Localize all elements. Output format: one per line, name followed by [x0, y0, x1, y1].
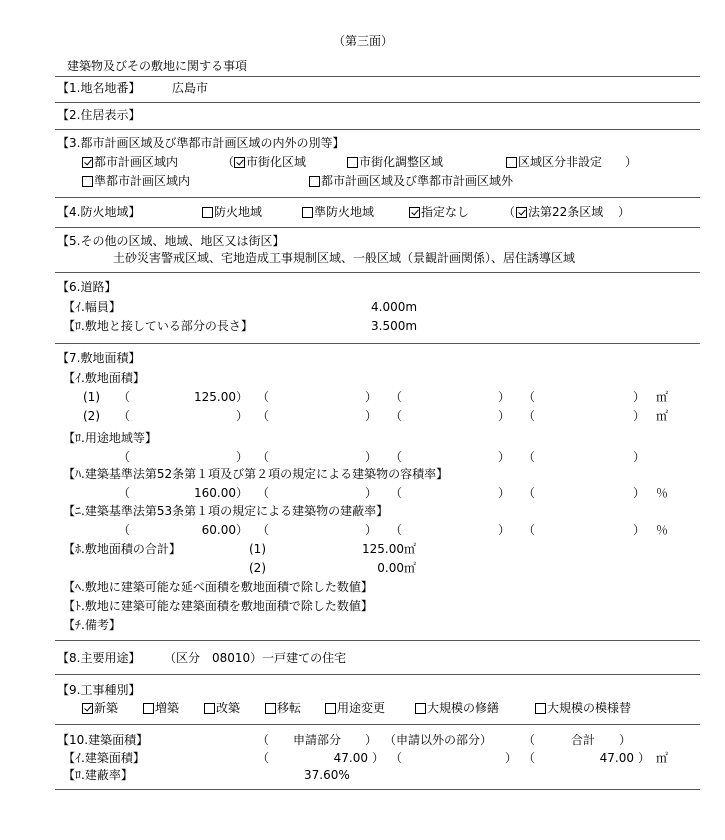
road-contact-label: 【ﾛ.敷地と接している部分の長さ】: [63, 319, 253, 333]
divider: [55, 227, 700, 228]
checkbox-icon[interactable]: [347, 157, 358, 168]
checkbox-icon[interactable]: [516, 207, 527, 218]
rparen: ）: [365, 523, 378, 537]
rparen: ）: [236, 390, 249, 404]
section-2-label: 【2.住居表示】: [57, 108, 141, 122]
coverage-label: 【ﾛ.建蔽率】: [63, 768, 133, 782]
rparen: ）: [236, 409, 249, 423]
building-area-label: 【ｲ.建築面積】: [63, 751, 145, 765]
checkbox-no-division[interactable]: 区域区分非設定: [506, 155, 602, 169]
checkbox-urbanization[interactable]: 市街化区域: [234, 155, 306, 169]
header-application-part: （ 申請部分 ）: [257, 733, 378, 747]
checkbox-icon[interactable]: [82, 703, 93, 714]
checkbox-adjustment[interactable]: 市街化調整区域: [347, 155, 443, 169]
rparen: ）: [633, 486, 646, 500]
paren: （: [222, 155, 235, 169]
lparen: （: [118, 486, 131, 500]
site-area-value-1: 125.00: [194, 390, 236, 404]
divider: [55, 674, 700, 675]
doc-title: 建築物及びその敷地に関する事項: [67, 59, 248, 73]
unit-m2: ㎡: [656, 409, 669, 423]
lparen: （: [118, 450, 131, 464]
coverage-ratio-value: 60.00: [201, 523, 236, 537]
lparen: （: [390, 450, 403, 464]
rparen: ）: [633, 390, 646, 404]
checkbox-icon[interactable]: [309, 176, 320, 187]
road-width-label: 【ｲ.幅員】: [63, 300, 121, 314]
rparen: ）: [365, 409, 378, 423]
checkbox-major-repair[interactable]: 大規模の修繕: [415, 701, 499, 715]
building-area-total: 47.00: [599, 751, 634, 765]
divider: [55, 640, 700, 641]
checkbox-outside[interactable]: 都市計画区域及び準都市計画区域外: [309, 174, 513, 188]
page-header: （第三面）: [333, 34, 394, 48]
lparen: （: [523, 751, 536, 765]
road-width-value: 4.000m: [371, 300, 418, 314]
remarks-label: 【ﾁ.備考】: [63, 618, 121, 632]
unit-percent: ％: [656, 486, 669, 500]
coverage-value: 37.60%: [304, 768, 350, 782]
floor-area-ratio-value: 160.00: [194, 486, 236, 500]
address-value: 広島市: [172, 81, 209, 95]
lparen: （: [257, 523, 270, 537]
checkbox-icon[interactable]: [82, 176, 93, 187]
rparen: ）: [633, 409, 646, 423]
rparen: ）: [633, 450, 646, 464]
divider: [55, 197, 700, 198]
lparen: （: [118, 390, 131, 404]
checkbox-icon[interactable]: [82, 157, 93, 168]
site-area-total-1: 125.00㎡: [362, 542, 416, 556]
checkbox-icon[interactable]: [202, 207, 213, 218]
checkbox-reconstruction[interactable]: 改築: [204, 701, 240, 715]
lparen: （: [390, 751, 403, 765]
lparen: （: [390, 523, 403, 537]
divider: [55, 76, 700, 77]
site-area-total-2: 0.00㎡: [377, 561, 416, 575]
checkbox-semi-fire-zone[interactable]: 準防火地域: [302, 205, 374, 219]
coverage-ratio-label: 【ﾆ.建築基準法第53条第１項の規定による建築物の建蔽率】: [63, 504, 389, 518]
unit-m2: ㎡: [656, 390, 669, 404]
checkbox-icon[interactable]: [506, 157, 517, 168]
checkbox-icon[interactable]: [302, 207, 313, 218]
lparen: （: [390, 486, 403, 500]
checkbox-icon[interactable]: [409, 207, 420, 218]
rparen: ）: [498, 486, 511, 500]
header-total: （ 合計 ）: [523, 733, 632, 747]
divider: [55, 724, 700, 725]
section-9-label: 【9.工事種別】: [57, 683, 141, 697]
lparen: （: [118, 523, 131, 537]
paren: （: [503, 205, 516, 219]
lparen: （: [523, 409, 536, 423]
rparen: ）: [498, 409, 511, 423]
unit-m2: ㎡: [656, 751, 669, 765]
checkbox-fire-zone[interactable]: 防火地域: [202, 205, 262, 219]
rparen: ）: [505, 751, 518, 765]
divider: [55, 129, 700, 130]
section-10-label: 【10.建築面積】: [57, 733, 149, 747]
lparen: （: [523, 390, 536, 404]
lparen: （: [523, 523, 536, 537]
section-5-label: 【5.その他の区域、地域、地区又は街区】: [57, 234, 285, 248]
row-number: (2): [249, 561, 266, 575]
checkbox-new-construction[interactable]: 新築: [82, 701, 118, 715]
divider: [55, 789, 700, 790]
rparen: ）: [633, 523, 646, 537]
row-number: (1): [249, 542, 266, 556]
checkbox-icon[interactable]: [325, 703, 336, 714]
checkbox-icon[interactable]: [535, 703, 546, 714]
divider: [55, 272, 700, 273]
main-use-value: （区分 08010）一戸建ての住宅: [164, 651, 347, 665]
lparen: （: [118, 409, 131, 423]
checkbox-extension[interactable]: 増築: [143, 701, 179, 715]
rparen: ）: [638, 751, 651, 765]
paren: ）: [625, 155, 638, 169]
rparen: ）: [365, 450, 378, 464]
max-building-coverage-label: 【ﾄ.敷地に建築可能な建築面積を敷地面積で除した数値】: [63, 599, 373, 613]
divider: [55, 102, 700, 103]
lparen: （: [390, 409, 403, 423]
unit-percent: ％: [656, 523, 669, 537]
checkbox-icon[interactable]: [234, 157, 245, 168]
rparen: ）: [236, 450, 249, 464]
rparen: ）: [498, 523, 511, 537]
lparen: （: [257, 390, 270, 404]
checkbox-change-of-use[interactable]: 用途変更: [325, 701, 385, 715]
rparen: ）: [498, 450, 511, 464]
floor-area-ratio-label: 【ﾊ.建築基準法第52条第１項及び第２項の規定による建築物の容積率】: [63, 467, 449, 481]
other-zones-value: 土砂災害警戒区域、宅地造成工事規制区域、一般区域（景観計画関係）、居住誘導区域: [113, 251, 576, 265]
checkbox-major-remodeling[interactable]: 大規模の模様替: [535, 701, 631, 715]
checkbox-quasi-city-planning[interactable]: 準都市計画区域内: [82, 174, 190, 188]
checkbox-city-planning[interactable]: 都市計画区域内: [82, 155, 178, 169]
section-4-label: 【4.防火地域】: [57, 205, 141, 219]
rparen: ）: [236, 486, 249, 500]
checkbox-article-22[interactable]: 法第22条区域: [516, 205, 603, 219]
site-area-total-label: 【ﾎ.敷地面積の合計】: [63, 542, 181, 556]
rparen: ）: [236, 523, 249, 537]
paren: ）: [618, 205, 631, 219]
checkbox-not-designated[interactable]: 指定なし: [409, 205, 469, 219]
header-other-part: （申請以外の部分）: [384, 733, 493, 747]
building-area-application: 47.00: [333, 751, 368, 765]
row-number: (1): [83, 390, 100, 404]
checkbox-icon[interactable]: [143, 703, 154, 714]
rparen: ）: [498, 390, 511, 404]
divider: [55, 343, 700, 344]
site-area-label: 【ｲ.敷地面積】: [63, 371, 145, 385]
lparen: （: [257, 751, 270, 765]
max-floor-area-ratio-label: 【ﾍ.敷地に建築可能な延べ面積を敷地面積で除した数値】: [63, 580, 373, 594]
section-6-label: 【6.道路】: [57, 280, 117, 294]
lparen: （: [390, 390, 403, 404]
row-number: (2): [83, 409, 100, 423]
section-1-label: 【1.地名地番】: [57, 81, 141, 95]
lparen: （: [523, 486, 536, 500]
checkbox-icon[interactable]: [204, 703, 215, 714]
rparen: ）: [365, 486, 378, 500]
lparen: （: [257, 409, 270, 423]
checkbox-icon[interactable]: [265, 703, 276, 714]
lparen: （: [257, 450, 270, 464]
checkbox-relocation[interactable]: 移転: [265, 701, 301, 715]
section-3-label: 【3.都市計画区域及び準都市計画区域の内外の別等】: [57, 136, 345, 150]
lparen: （: [523, 450, 536, 464]
rparen: ）: [365, 390, 378, 404]
section-8-label: 【8.主要用途】: [57, 651, 141, 665]
checkbox-icon[interactable]: [415, 703, 426, 714]
use-zone-label: 【ﾛ.用途地域等】: [63, 431, 157, 445]
road-contact-value: 3.500m: [371, 319, 418, 333]
rparen: ）: [372, 751, 385, 765]
section-7-label: 【7.敷地面積】: [57, 351, 141, 365]
lparen: （: [257, 486, 270, 500]
